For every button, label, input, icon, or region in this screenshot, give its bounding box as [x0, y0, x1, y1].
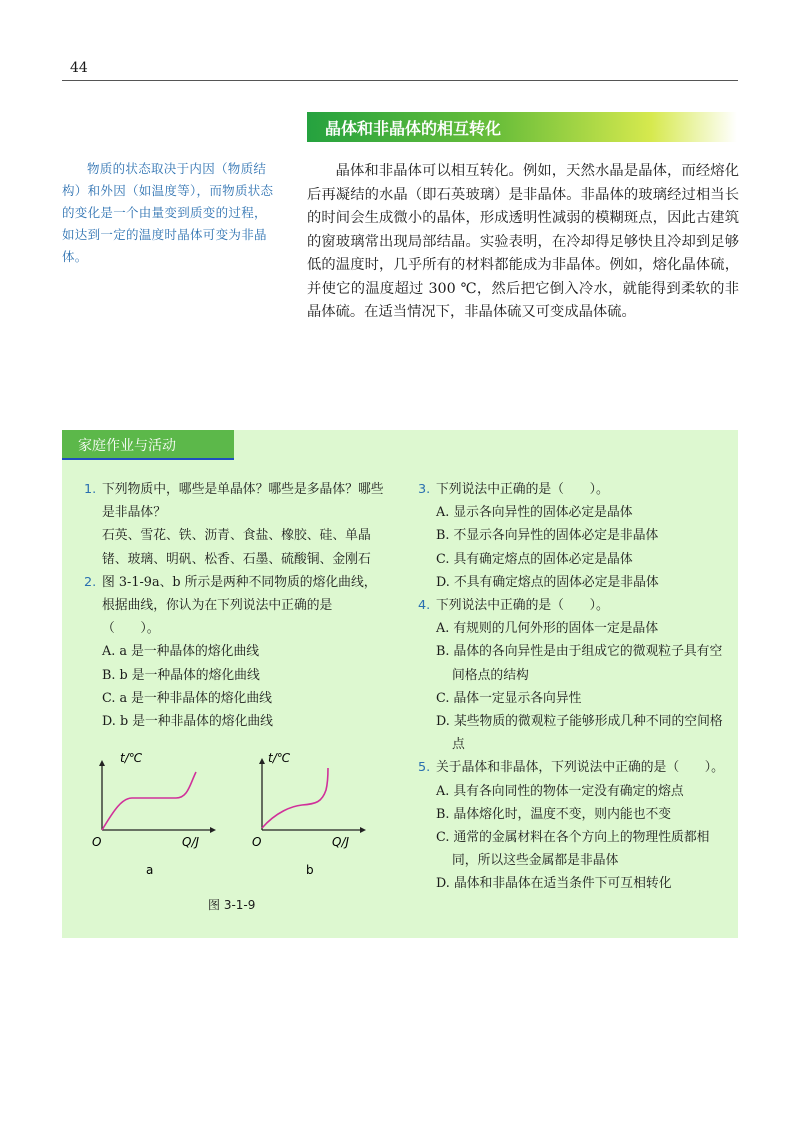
- option-d: D. 晶体和非晶体在适当条件下可互相转化: [436, 876, 672, 892]
- y-axis-arrow: [259, 758, 265, 764]
- curve-a: [102, 772, 196, 830]
- origin-label: O: [92, 835, 102, 849]
- option-c: C. 具有确定熔点的固体必定是晶体: [436, 551, 633, 567]
- option-b: B. 晶体的各向异性是由于组成它的微观粒子具有空间格点的结构: [436, 644, 723, 683]
- option-c: C. a 是一种非晶体的熔化曲线: [102, 690, 272, 706]
- option-c: C. 通常的金属材料在各个方向上的物理性质都相同，所以这些金属都是非晶体: [436, 830, 710, 869]
- y-axis-arrow: [99, 760, 105, 766]
- question-text: 下列物质中，哪些是单晶体？哪些是多晶体？哪些是非晶体？: [102, 482, 384, 521]
- question-text: 下列说法中正确的是（ ）。: [436, 598, 609, 614]
- page-number: 44: [70, 60, 88, 76]
- question-number: 1.: [84, 482, 97, 497]
- option-b: B. b 是一种晶体的熔化曲线: [102, 667, 260, 683]
- question-3: [418, 478, 728, 594]
- question-2: [84, 571, 384, 733]
- question-number: 4.: [418, 598, 431, 614]
- curve-b: [262, 768, 328, 828]
- header-rule: [62, 80, 738, 81]
- origin-label: O: [252, 835, 262, 849]
- chart-a-label: a: [146, 863, 154, 877]
- option-a: A. a 是一种晶体的熔化曲线: [102, 644, 260, 660]
- body-paragraph: 晶体和非晶体可以相互转化。例如，天然水晶是晶体，而经熔化后再凝结的水晶（即石英玻璃）是非晶体。非晶体的玻璃经过相当长的时间会生成微小的晶体，形成透明性减弱的模糊斑点，因此古建筑的窗玻璃常出现局部结晶。实验表明，在冷却得足够快且冷却到足够低的温度时，几乎所有的材料都能成为非晶体。例如，熔化晶体硫，并使它的温度超过 300 ℃，然后把它倒入冷水，就能得到柔软的非晶体硫。在适当情况下，非晶体硫又可变成晶体硫。: [307, 163, 739, 320]
- margin-note: 物质的状态取决于内因（物质结构）和外因（如温度等），而物质状态的变化是一个由量变到质变的过程，如达到一定的温度时晶体可变为非晶体。: [62, 161, 274, 264]
- option-b: B. 不显示各向异性的固体必定是非晶体: [436, 528, 659, 544]
- left-column: [84, 478, 384, 733]
- question-number: 5.: [418, 760, 431, 776]
- melting-curve-a: [84, 750, 214, 877]
- option-a: A. 有规则的几何外形的固体一定是晶体: [436, 621, 659, 637]
- question-substance-list: 石英、雪花、铁、沥青、食盐、橡胶、硅、单晶锗、玻璃、明矾、松香、石墨、硫酸铜、金刚石: [102, 528, 371, 567]
- option-b: B. 晶体熔化时，温度不变，则内能也不变: [436, 806, 672, 822]
- question-4: [418, 594, 728, 756]
- question-number: 2.: [84, 574, 97, 590]
- option-d: D. 某些物质的微观粒子能够形成几种不同的空间格点: [436, 714, 723, 753]
- activity-title: 家庭作业与活动: [78, 438, 176, 454]
- section-title: 晶体和非晶体的相互转化: [325, 119, 502, 138]
- question-5: [418, 756, 728, 895]
- option-a: A. 具有各向同性的物体一定没有确定的熔点: [436, 783, 684, 799]
- melting-curve-b: [236, 750, 366, 877]
- x-axis-label: Q/J: [332, 835, 350, 849]
- chart-b-label: b: [306, 863, 314, 877]
- question-text: 下列说法中正确的是（ ）。: [436, 482, 609, 497]
- right-column: [418, 478, 728, 896]
- y-axis-label: t/℃: [268, 751, 291, 765]
- question-1: [84, 478, 384, 571]
- section-banner: [307, 112, 737, 142]
- option-d: D. 不具有确定熔点的固体必定是非晶体: [436, 574, 659, 590]
- figure-caption: 图 3-1-9: [208, 898, 256, 912]
- x-axis-arrow: [210, 827, 216, 833]
- option-d: D. b 是一种非晶体的熔化曲线: [102, 714, 273, 730]
- question-text: 图 3-1-9a、b 所示是两种不同物质的熔化曲线，根据曲线，你认为在下列说法中正确的是（ ）。: [102, 574, 377, 637]
- activity-tab: [62, 430, 234, 460]
- option-a: A. 显示各向异性的固体必定是晶体: [436, 505, 633, 521]
- x-axis-arrow: [360, 827, 366, 833]
- x-axis-label: Q/J: [182, 835, 200, 849]
- question-text: 关于晶体和非晶体，下列说法中正确的是（ ）。: [436, 760, 724, 776]
- y-axis-label: t/℃: [120, 751, 143, 765]
- option-c: C. 晶体一定显示各向异性: [436, 690, 582, 706]
- question-number: 3.: [418, 482, 431, 497]
- activity-box: [62, 430, 738, 938]
